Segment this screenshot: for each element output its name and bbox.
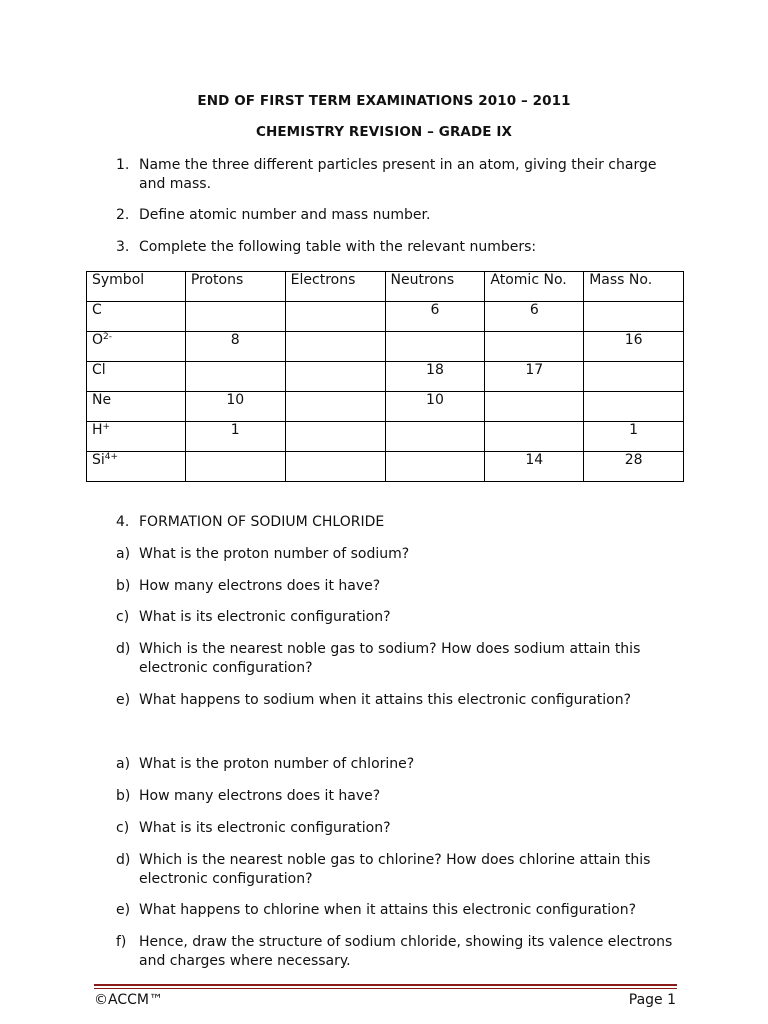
- mass-number-cell: [584, 362, 684, 392]
- sub-question-text: What is the proton number of chlorine?: [139, 756, 415, 772]
- element-symbol: Cl: [92, 362, 106, 378]
- mass-number-cell: [584, 392, 684, 422]
- footer-rule: [94, 984, 677, 986]
- protons-cell: [185, 452, 285, 482]
- footer-rule-thin: [94, 988, 677, 989]
- table-header: Neutrons: [385, 272, 485, 302]
- question-3: [116, 238, 686, 257]
- question-number: 4.: [116, 514, 130, 530]
- symbol-cell: [87, 332, 186, 362]
- table-row: [87, 452, 684, 482]
- electrons-cell: [285, 452, 385, 482]
- table-header-row: [87, 272, 684, 302]
- sub-question-text: What is the proton number of sodium?: [139, 546, 410, 562]
- ion-charge: 2-: [103, 332, 113, 342]
- sub-question-label: b): [116, 578, 131, 594]
- table-header: Protons: [185, 272, 285, 302]
- table-header: Electrons: [285, 272, 385, 302]
- atomic-number-cell: 17: [485, 362, 584, 392]
- sub-question-label: e): [116, 902, 131, 918]
- protons-cell: [185, 362, 285, 392]
- symbol-cell: [87, 362, 186, 392]
- question-text: Define atomic number and mass number.: [139, 207, 431, 223]
- sub-question-label: e): [116, 692, 131, 708]
- element-symbol: Ne: [92, 392, 112, 408]
- sub-question-label: f): [116, 934, 127, 950]
- sub-question-text: Which is the nearest noble gas to sodium? How does sodium attain this electronic configuration?: [139, 641, 641, 676]
- neutrons-cell: [385, 332, 485, 362]
- atomic-number-cell: [485, 392, 584, 422]
- sub-question-label: b): [116, 788, 131, 804]
- table-row: [87, 392, 684, 422]
- symbol-cell: [87, 392, 186, 422]
- mass-number-cell: 16: [584, 332, 684, 362]
- neutrons-cell: 10: [385, 392, 485, 422]
- sub-question-label: c): [116, 820, 130, 836]
- symbol-cell: [87, 302, 186, 332]
- sub-question-text: Hence, draw the structure of sodium chloride, showing its valence electrons and charges where necessary.: [139, 934, 673, 969]
- protons-cell: 1: [185, 422, 285, 452]
- table-row: [87, 302, 684, 332]
- table-header: Mass No.: [584, 272, 684, 302]
- mass-number-cell: [584, 302, 684, 332]
- page-subtitle: CHEMISTRY REVISION – GRADE IX: [255, 124, 513, 140]
- section-heading: FORMATION OF SODIUM CHLORIDE: [139, 514, 385, 530]
- atomic-number-cell: [485, 332, 584, 362]
- chlorine-question-c: [116, 819, 686, 838]
- chlorine-question-a: [116, 755, 686, 774]
- sodium-question-d: [116, 640, 686, 678]
- element-symbol: H: [92, 422, 103, 438]
- sodium-question-b: [116, 577, 686, 596]
- table-row: [87, 332, 684, 362]
- atomic-number-cell: 6: [485, 302, 584, 332]
- element-symbol: C: [92, 302, 102, 318]
- page-title: END OF FIRST TERM EXAMINATIONS 2010 – 2011: [197, 93, 571, 109]
- footer-page-number: Page 1: [628, 992, 676, 1008]
- question-4-heading: [116, 513, 686, 532]
- electrons-cell: [285, 392, 385, 422]
- symbol-cell: [87, 452, 186, 482]
- electrons-cell: [285, 302, 385, 332]
- sub-question-text: What happens to sodium when it attains this electronic configuration?: [139, 692, 632, 708]
- question-2: [116, 206, 686, 225]
- electrons-cell: [285, 362, 385, 392]
- sub-question-text: What happens to chlorine when it attains this electronic configuration?: [139, 902, 637, 918]
- protons-cell: [185, 302, 285, 332]
- table-row: [87, 362, 684, 392]
- question-number: 2.: [116, 207, 130, 223]
- protons-cell: 10: [185, 392, 285, 422]
- sodium-question-a: [116, 545, 686, 564]
- question-number: 1.: [116, 157, 130, 173]
- sub-question-text: How many electrons does it have?: [139, 788, 381, 804]
- sub-question-label: d): [116, 641, 131, 657]
- ion-charge: +: [102, 422, 111, 432]
- sodium-question-c: [116, 608, 686, 627]
- neutrons-cell: [385, 452, 485, 482]
- table-header: Symbol: [87, 272, 186, 302]
- sub-question-label: a): [116, 756, 131, 772]
- question-1: [116, 156, 686, 194]
- question-text: Complete the following table with the relevant numbers:: [139, 239, 537, 255]
- element-symbol: O: [92, 332, 104, 348]
- table-row: [87, 422, 684, 452]
- sub-question-text: Which is the nearest noble gas to chlorine? How does chlorine attain this electronic configuration?: [139, 852, 651, 887]
- question-number: 3.: [116, 239, 130, 255]
- protons-cell: 8: [185, 332, 285, 362]
- question-text: Name the three different particles present in an atom, giving their charge and mass.: [139, 157, 657, 192]
- neutrons-cell: 18: [385, 362, 485, 392]
- element-symbol: Si: [92, 452, 105, 468]
- atomic-number-cell: [485, 422, 584, 452]
- sub-question-text: What is its electronic configuration?: [139, 609, 391, 625]
- sub-question-label: a): [116, 546, 131, 562]
- chlorine-question-e: [116, 901, 686, 920]
- sub-question-text: What is its electronic configuration?: [139, 820, 391, 836]
- chlorine-question-b: [116, 787, 686, 806]
- footer-copyright: ©ACCM™: [94, 992, 163, 1008]
- sub-question-text: How many electrons does it have?: [139, 578, 381, 594]
- mass-number-cell: 28: [584, 452, 684, 482]
- symbol-cell: [87, 422, 186, 452]
- sub-question-label: c): [116, 609, 130, 625]
- mass-number-cell: 1: [584, 422, 684, 452]
- table-header: Atomic No.: [485, 272, 584, 302]
- neutrons-cell: [385, 422, 485, 452]
- chlorine-question-d: [116, 851, 686, 889]
- sub-question-label: d): [116, 852, 131, 868]
- chlorine-question-f: [116, 933, 686, 971]
- electrons-cell: [285, 422, 385, 452]
- atomic-number-cell: 14: [485, 452, 584, 482]
- electrons-cell: [285, 332, 385, 362]
- neutrons-cell: 6: [385, 302, 485, 332]
- atomic-table: [86, 271, 684, 482]
- ion-charge: 4+: [104, 452, 119, 462]
- sodium-question-e: [116, 691, 686, 710]
